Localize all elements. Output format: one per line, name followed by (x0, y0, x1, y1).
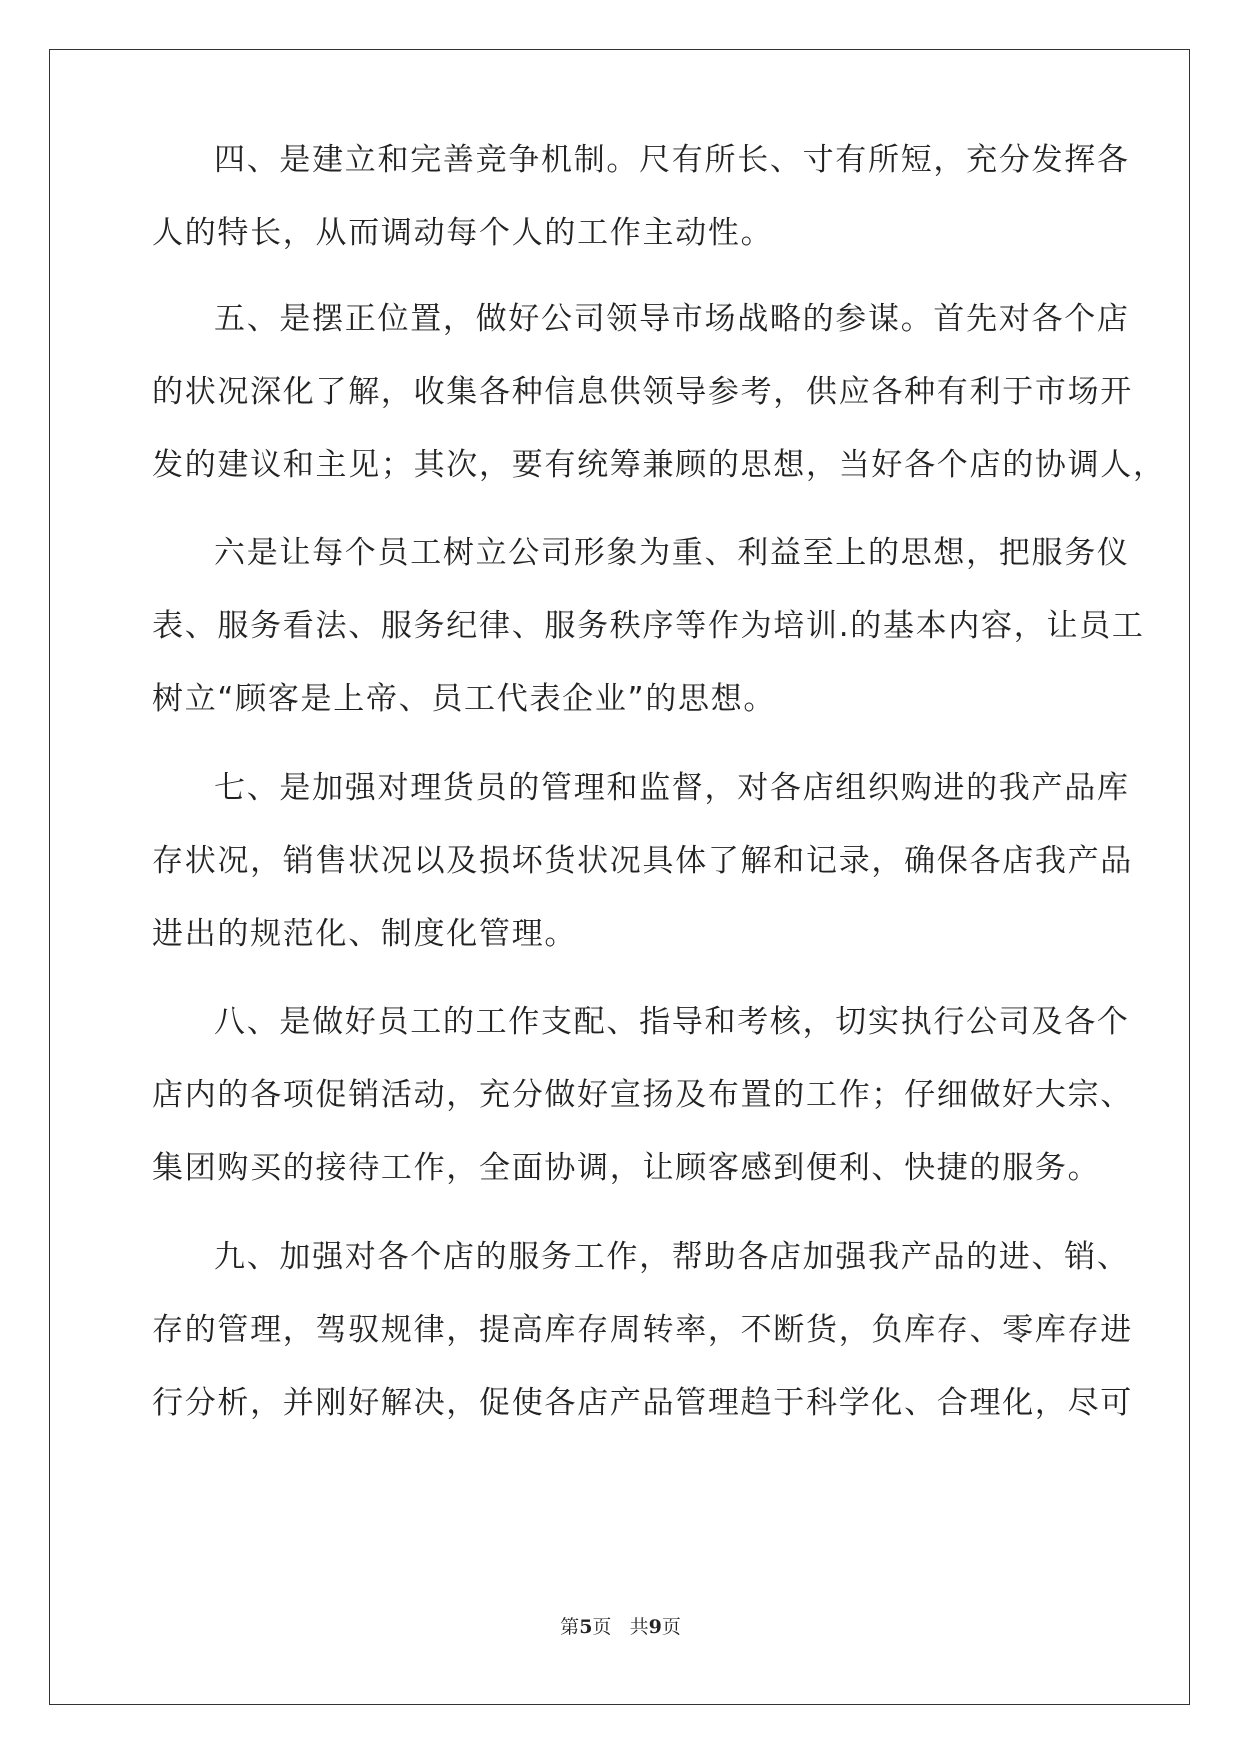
text-line: 店内的各项促销活动，充分做好宣扬及布置的工作；仔细做好大宗、 (152, 1077, 1133, 1113)
text-line: 六是让每个员工树立公司形象为重、利益至上的思想，把服务仪 (214, 535, 1130, 571)
text-line: 进出的规范化、制度化管理。 (152, 916, 578, 952)
text-line: 表、服务看法、服务纪律、服务秩序等作为培训.的基本内容，让员工 (152, 608, 1145, 644)
text-line: 集团购买的接待工作，全面协调，让顾客感到便利、快捷的服务。 (152, 1150, 1101, 1186)
text-line: 树立“顾客是上帝、员工代表企业”的思想。 (152, 681, 777, 717)
footer-total-pages: 9 (648, 1616, 662, 1638)
text-line: 五、是摆正位置，做好公司领导市场战略的参谋。首先对各个店 (214, 301, 1130, 337)
text-line: 七、是加强对理货员的管理和监督，对各店组织购进的我产品库 (214, 770, 1130, 806)
text-line: 四、是建立和完善竞争机制。尺有所长、寸有所短，充分发挥各 (214, 142, 1130, 178)
footer-total-suffix: 页 (661, 1616, 681, 1638)
footer-total-prefix: 共 (629, 1616, 649, 1638)
footer-page-prefix: 第 (560, 1616, 580, 1638)
footer-page-suffix: 页 (592, 1616, 612, 1638)
text-line: 行分析，并刚好解决，促使各店产品管理趋于科学化、合理化，尽可 (152, 1385, 1133, 1421)
text-line: 存状况，销售状况以及损坏货状况具体了解和记录，确保各店我产品 (152, 843, 1133, 879)
footer-page-number: 5 (579, 1616, 593, 1638)
text-line: 九、加强对各个店的服务工作，帮助各店加强我产品的进、销、 (214, 1239, 1130, 1275)
text-line: 的状况深化了解，收集各种信息供领导参考，供应各种有利于市场开 (152, 374, 1133, 410)
page-footer (0, 1612, 1241, 1639)
text-line: 发的建议和主见；其次，要有统筹兼顾的思想，当好各个店的协调人， (152, 447, 1166, 483)
text-line: 人的特长，从而调动每个人的工作主动性。 (152, 215, 774, 251)
text-line: 存的管理，驾驭规律，提高库存周转率，不断货，负库存、零库存进 (152, 1312, 1133, 1348)
text-line: 八、是做好员工的工作支配、指导和考核，切实执行公司及各个 (214, 1004, 1130, 1040)
